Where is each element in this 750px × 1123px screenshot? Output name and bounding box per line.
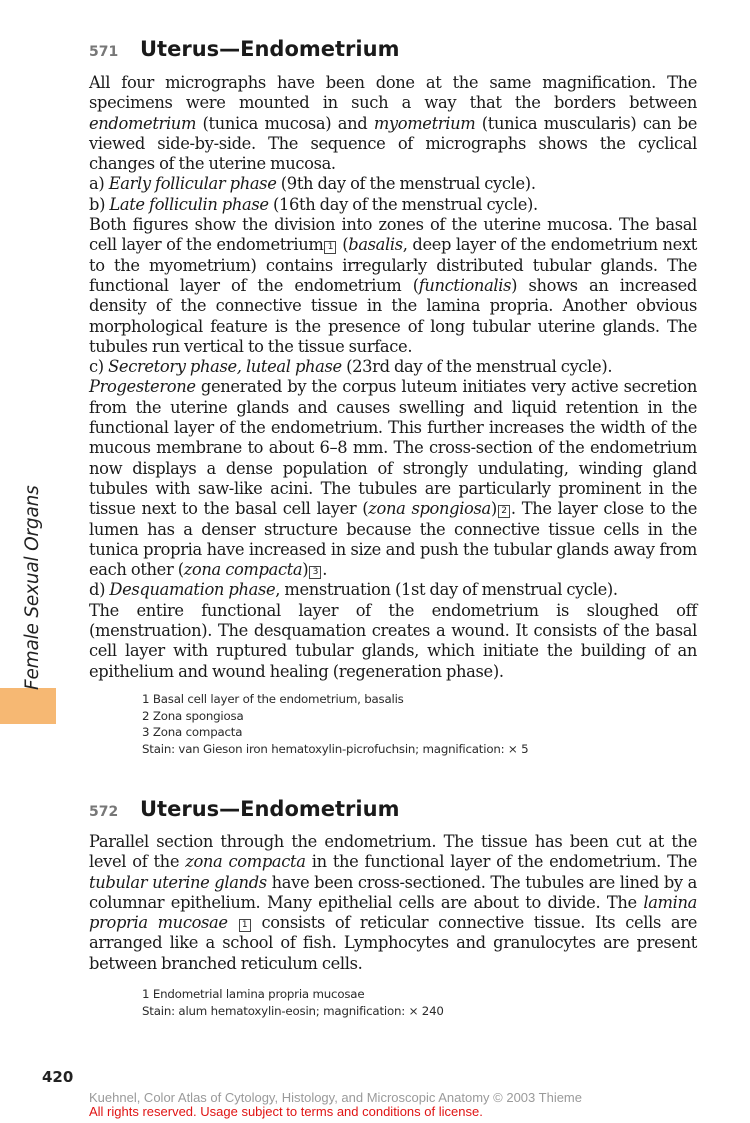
footer-rights: All rights reserved. Usage subject to terms and conditions of license.: [89, 1104, 483, 1119]
section-number: 572: [89, 804, 119, 820]
figure-legend-571: [142, 691, 528, 757]
paragraph-zones: Both figures show the division into zones of the uterine mucosa. The basal cell layer of the endometrium 1 (basalis, deep layer of the endometrium next to the myometrium) contains irregularly distributed tubular glands. The functional layer of the endometrium (functionalis) shows an increased density of the connective tissue in the lamina propria. Another obvious morphological feature is the presence of long tubular uterine glands. The tubules run vertical to the tissue surface.: [89, 215, 697, 356]
legend-line: 2 Zona spongiosa: [142, 708, 244, 723]
footer-copyright: Kuehnel, Color Atlas of Cytology, Histology, and Microscopic Anatomy © 2003 Thieme: [89, 1090, 582, 1105]
label-marker-1: 1: [239, 919, 251, 932]
section-571: [89, 37, 697, 682]
side-tab-marker: [0, 688, 56, 724]
phase-item-b: b) Late folliculin phase (16th day of the menstrual cycle).: [89, 194, 538, 214]
section-heading: [89, 37, 697, 61]
section-number: 571: [89, 44, 119, 60]
paragraph-section-572: Parallel section through the endometrium. The tissue has been cut at the level of the zona compacta in the functional layer of the endometrium. The tubular uterine glands have been cross-sectioned. The tubules are lined by a columnar epithelium. Many epithelial cells are about to divide. The lamina propria mucosae 1 consists of reticular connective tissue. Its cells are arranged like a school of fish. Lymphocytes and granulocytes are present between branched reticulum cells.: [89, 832, 697, 973]
legend-line: 1 Basal cell layer of the endometrium, basalis: [142, 692, 404, 706]
label-marker-1: 1: [324, 241, 336, 254]
side-tab: [0, 0, 56, 724]
figure-legend-572: [142, 986, 444, 1019]
paragraph-progesterone: Progesterone generated by the corpus luteum initiates very active secretion from the uterine glands and causes swelling and liquid retention in the functional layer of the endometrium. This further increases the width of the mucous membrane to about 6–8 mm. The cross-section of the endometrium now displays a dense population of strongly undulating, winding gland tubules with saw-like acini. The tubules are particularly prominent in the tissue next to the basal cell layer (zona spongiosa) 2 . The layer close to the lumen has a denser structure because the connective tissue cells in the tunica propria have increased in size and push the tubular glands away from each other (zona compacta) 3 .: [89, 377, 697, 580]
paragraph-desquamation: The entire functional layer of the endometrium is sloughed off (menstruation). The desquamation creates a wound. It consists of the basal cell layer with ruptured tubular glands, which initiate the building of an epithelium and wound healing (regeneration phase).: [89, 600, 697, 681]
paragraph-intro: All four micrographs have been done at the same magnification. The specimens were mounted in such a way that the borders between endometrium (tunica mucosa) and myometrium (tunica muscularis) can be viewed side-by-side. The sequence of micrographs shows the cyclical changes of the uterine mucosa.: [89, 73, 697, 174]
legend-line: 3 Zona compacta: [142, 725, 243, 740]
legend-stain: Stain: van Gieson iron hematoxylin-picrofuchsin; magnification: × 5: [142, 741, 529, 756]
side-tab-label: Female Sexual Organs: [22, 485, 43, 690]
legend-line: 1 Endometrial lamina propria mucosae: [142, 987, 365, 1001]
label-marker-2: 2: [498, 505, 510, 518]
phase-item-d: d) Desquamation phase, menstruation (1st day of menstrual cycle).: [89, 580, 618, 600]
section-body: [89, 73, 697, 682]
footer: [89, 1091, 582, 1119]
section-title: Uterus—Endometrium: [140, 797, 400, 821]
phase-item-a: a) Early follicular phase (9th day of the menstrual cycle).: [89, 174, 536, 194]
section-body: [89, 832, 697, 974]
section-572: [89, 797, 697, 974]
label-marker-3: 3: [309, 566, 321, 579]
legend-stain: Stain: alum hematoxylin-eosin; magnification: × 240: [142, 1003, 444, 1018]
section-heading: [89, 797, 697, 821]
section-title: Uterus—Endometrium: [140, 37, 400, 61]
phase-item-c: c) Secretory phase, luteal phase (23rd day of the menstrual cycle).: [89, 357, 613, 377]
page-number: 420: [42, 1068, 74, 1086]
